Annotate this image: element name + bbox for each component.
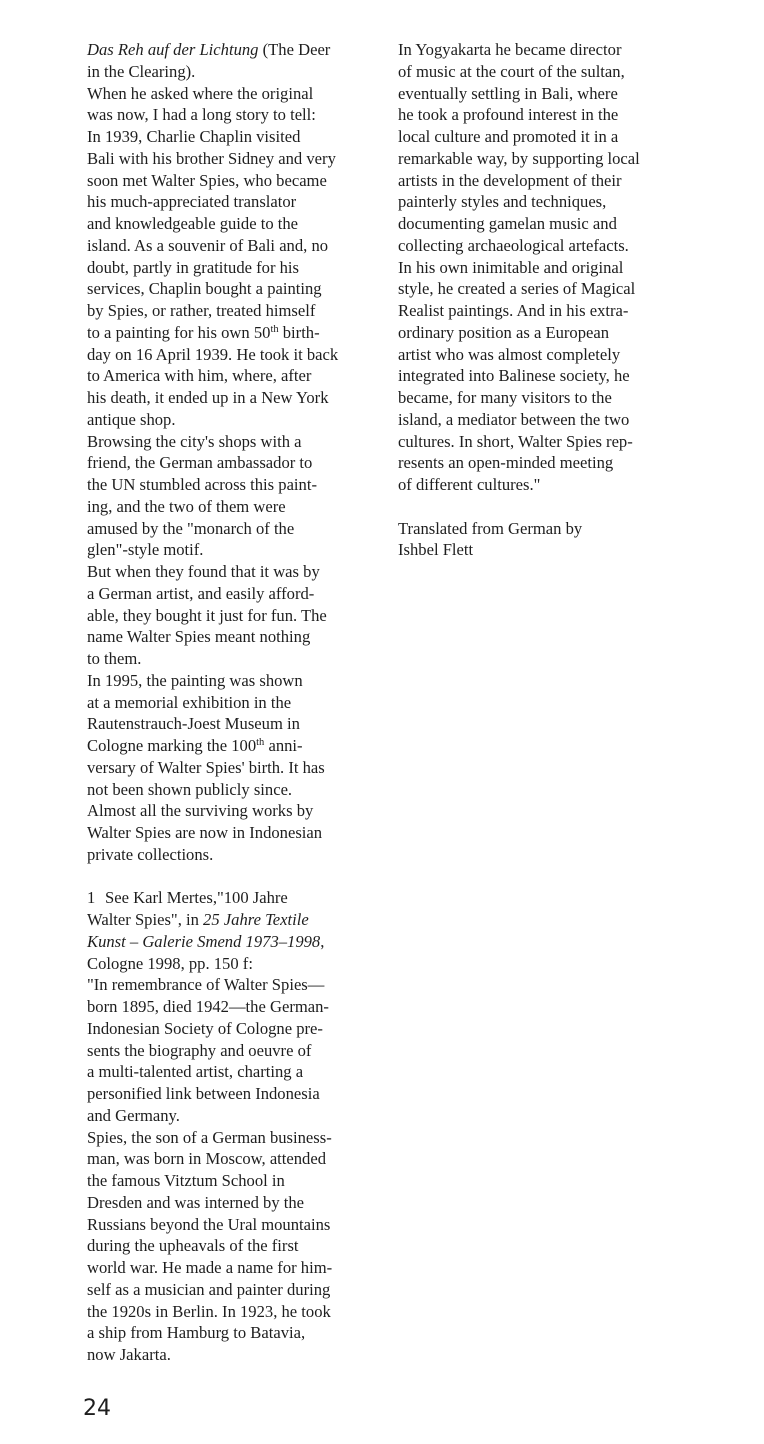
paragraph-biography: Spies, the son of a German business- man, was born in Moscow, attended the famous Vitztum School in Dresden and was interned by the Russians beyond the Ural mountains during the upheavals of the first world war. He made a name for him- self as a musician and painter during the 1920s in Berlin. In 1923, he took a ship from Hamburg to Batavia, now Jakarta. [87, 1127, 333, 1364]
publication-title-cont: Kunst – Galerie Smend 1973–1998 [87, 931, 321, 951]
painting-title: Das Reh auf der Lichtung [87, 40, 259, 59]
footnote-number: 1 [87, 888, 96, 908]
left-column [87, 39, 377, 1366]
footnote: 1 See Karl Mertes,"100 Jahre Walter Spies", in 25 Jahre Textile Kunst – Galerie Smend 1973–1998, Cologne 1998, pp. 150 f: "In remembrance of Walter Spies— born 1895, died 1942—the German- Indonesian Society of Cologne pre- sents the biography and oeuvre of a multi-talented artist, charting a personified link between Indonesia and Germany. [87, 888, 329, 1125]
publication-title: 25 Jahre Textile [203, 910, 309, 929]
paragraph-bought-for-fun: But when they found that it was by a German artist, and easily afford- able, they bought it just for fun. The name Walter Spies meant nothing to them. [87, 562, 327, 668]
paragraph-yogyakarta: In Yogyakarta he became director of music at the court of the sultan, eventually settling in Bali, where he took a profound interest in the local culture and promoted it in a remarkable way, by supporting local artists in the development of their painterly styles and techniques, documenting gamelan music and collecting archaeological artefacts. In his own inimitable and original style, he created a series of Magical Realist paintings. And in his extra- ordinary position as a European artist who was almost completely integrated into Balinese society, he became, for many visitors to the island, a mediator between the two cultures. In short, Walter Spies rep- resents an open-minded meeting of different cultures." [398, 40, 640, 494]
translator-credit: Translated from German by Ishbel Flett [398, 518, 583, 560]
right-column [398, 39, 688, 561]
paragraph-painting-title: Das Reh auf der Lichtung (The Deer in the Clearing). [87, 40, 331, 81]
paragraph-exhibition: In 1995, the painting was shown at a memorial exhibition in the Rautenstrauch-Joest Museum in Cologne marking the 100th anni- versary of Walter Spies' birth. It has not been shown publicly since. Almost all the surviving works by Walter Spies are now in Indonesian private collections. [87, 670, 325, 864]
page-number: 24 [83, 1396, 111, 1421]
paragraph-ambassador: Browsing the city's shops with a friend, the German ambassador to the UN stumbled across this paint- ing, and the two of them were amused by the "monarch of the glen"-style motif. [87, 431, 317, 560]
paragraph-chaplin: When he asked where the original was now, I had a long story to tell: In 1939, Charlie Chaplin visited Bali with his brother Sidney and very soon met Walter Spies, who became his much-appreciated translator and knowledgeable guide to the island. As a souvenir of Bali and, no doubt, partly in gratitude for his services, Chaplin bought a painting by Spies, or rather, treated himself to a painting for his own 50th birth- day on 16 April 1939. He took it back to America with him, where, after his death, it ended up in a New York antique shop. [87, 83, 339, 429]
